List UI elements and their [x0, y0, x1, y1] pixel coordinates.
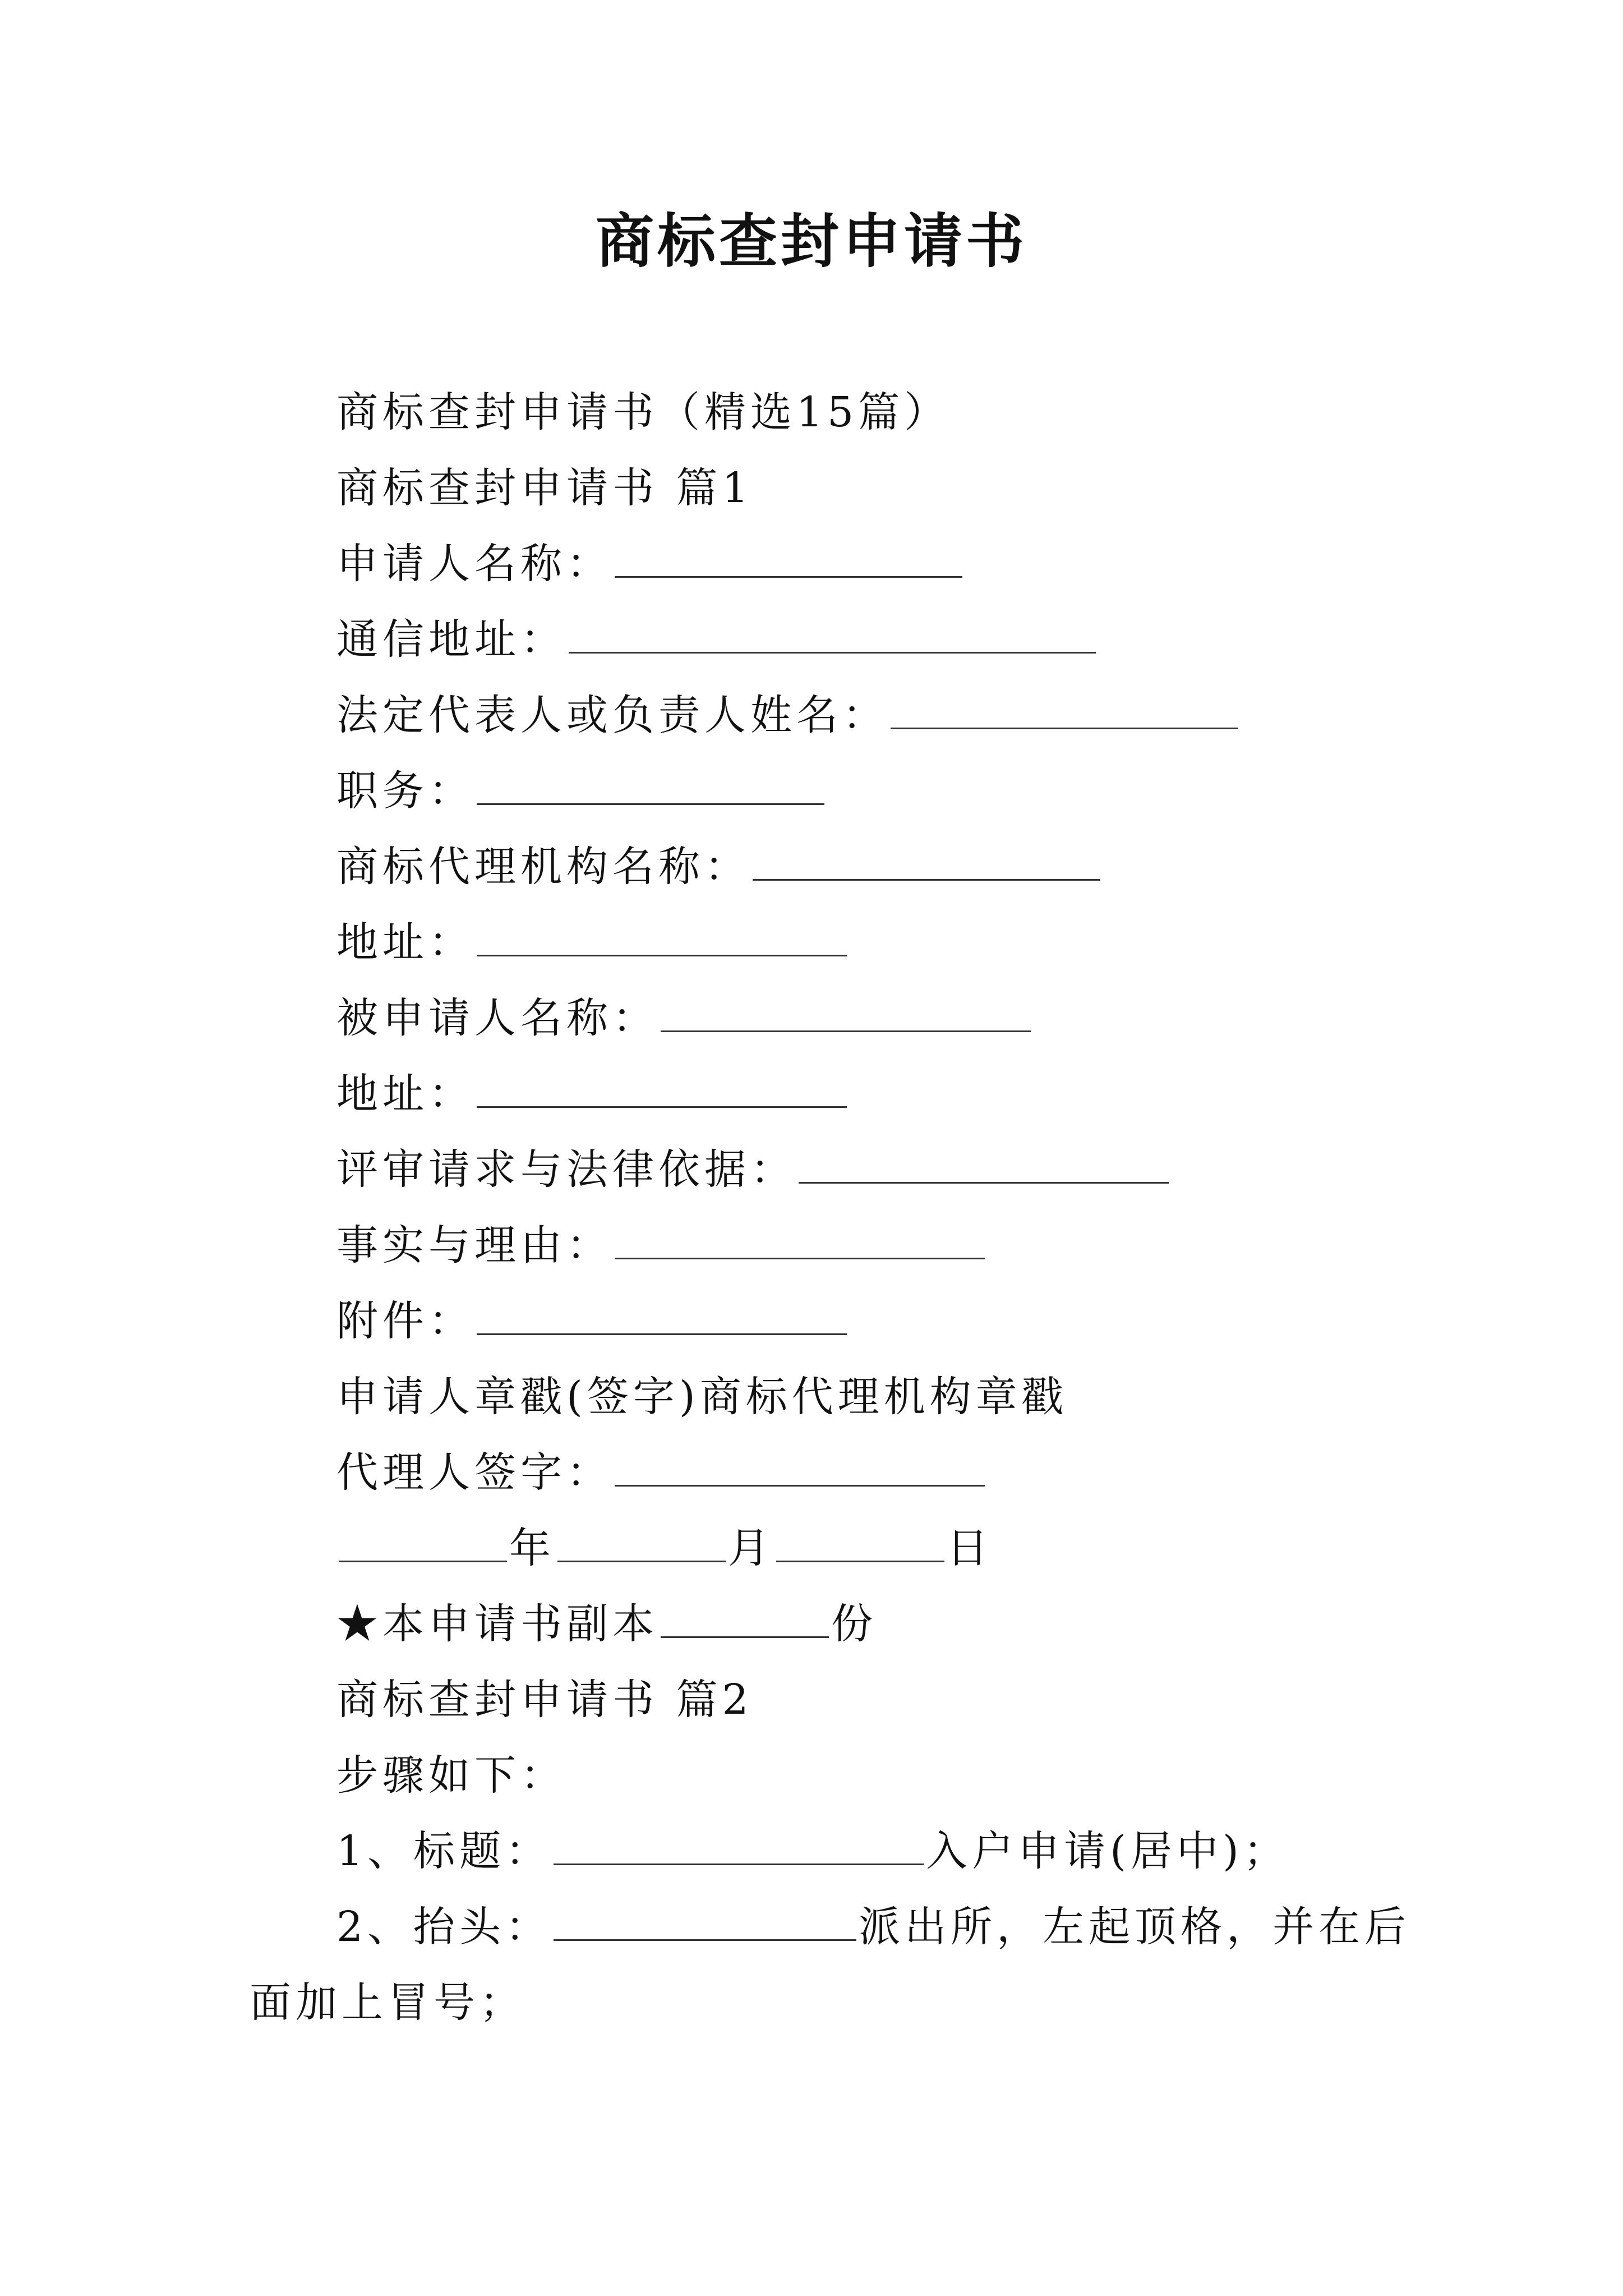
attachments-row — [336, 1290, 849, 1352]
copies-prefix: ★本申请书副本 — [336, 1600, 658, 1648]
step-1-prefix: 1、标题： — [336, 1827, 552, 1875]
facts-reasons-row — [336, 1214, 987, 1276]
step-2-row — [336, 1896, 1410, 1958]
day-label: 日 — [947, 1524, 993, 1572]
respondent-name-row — [336, 987, 1033, 1049]
agency-name-blank[interactable] — [753, 841, 1100, 881]
agent-signature-label: 代理人签字： — [336, 1448, 612, 1497]
section-1-heading: 商标查封申请书 篇1 — [336, 464, 753, 512]
month-blank[interactable] — [557, 1523, 726, 1562]
steps-heading: 步骤如下： — [336, 1751, 566, 1800]
facts-reasons-blank[interactable] — [615, 1220, 985, 1259]
applicant-name-blank[interactable] — [615, 539, 962, 578]
legal-rep-blank[interactable] — [891, 690, 1238, 729]
mail-address-label: 通信地址： — [336, 615, 566, 664]
date-row — [336, 1517, 993, 1579]
mail-address-row — [336, 609, 1098, 670]
year-label: 年 — [509, 1524, 555, 1572]
legal-rep-row — [336, 684, 1241, 746]
step-1-row — [336, 1820, 1289, 1882]
agency-name-row — [336, 836, 1103, 898]
copies-row — [336, 1593, 877, 1655]
mail-address-blank[interactable] — [569, 614, 1096, 654]
step-2-blank[interactable] — [554, 1902, 856, 1941]
month-label: 月 — [728, 1524, 774, 1572]
agent-signature-blank[interactable] — [615, 1447, 985, 1487]
intro-line: 商标查封申请书（精选15篇） — [336, 388, 951, 436]
copies-blank[interactable] — [661, 1599, 829, 1638]
copies-suffix: 份 — [831, 1600, 877, 1648]
address-blank-2[interactable] — [477, 1069, 847, 1108]
position-label: 职务： — [336, 767, 474, 815]
review-request-row — [336, 1139, 1171, 1200]
step-2-prefix: 2、抬头： — [336, 1903, 552, 1951]
review-request-blank[interactable] — [799, 1144, 1169, 1184]
attachments-blank[interactable] — [477, 1296, 847, 1335]
applicant-name-row — [336, 533, 965, 595]
day-blank[interactable] — [776, 1523, 944, 1562]
respondent-name-label: 被申请人名称： — [336, 994, 658, 1042]
position-blank[interactable] — [477, 766, 824, 805]
section-2-heading: 商标查封申请书 篇2 — [336, 1676, 753, 1724]
attachments-label: 附件： — [336, 1297, 474, 1345]
year-blank[interactable] — [339, 1523, 507, 1562]
step-1-blank[interactable] — [554, 1826, 924, 1865]
address-row-2 — [336, 1063, 849, 1125]
seal-line: 申请人章戳(签字)商标代理机构章戳 — [336, 1373, 1068, 1421]
facts-reasons-label: 事实与理由： — [336, 1221, 612, 1269]
review-request-label: 评审请求与法律依据： — [336, 1145, 796, 1194]
document-title: 商标查封申请书 — [595, 206, 1027, 275]
agent-signature-row — [336, 1442, 987, 1503]
address-blank-1[interactable] — [477, 917, 847, 956]
applicant-name-label: 申请人名称： — [336, 540, 612, 588]
address-label-2: 地址： — [336, 1070, 474, 1118]
step-1-suffix: 入户申请(居中)； — [926, 1827, 1289, 1875]
address-label-1: 地址： — [336, 918, 474, 967]
address-row-1 — [336, 912, 849, 973]
legal-rep-label: 法定代表人或负责人姓名： — [336, 691, 888, 739]
agency-name-label: 商标代理机构名称： — [336, 843, 750, 891]
step-2-continuation: 面加上冒号； — [250, 1978, 525, 2027]
position-row — [336, 760, 827, 822]
respondent-name-blank[interactable] — [661, 993, 1031, 1032]
step-2-suffix: 派出所，左起顶格，并在后 — [859, 1903, 1411, 1951]
